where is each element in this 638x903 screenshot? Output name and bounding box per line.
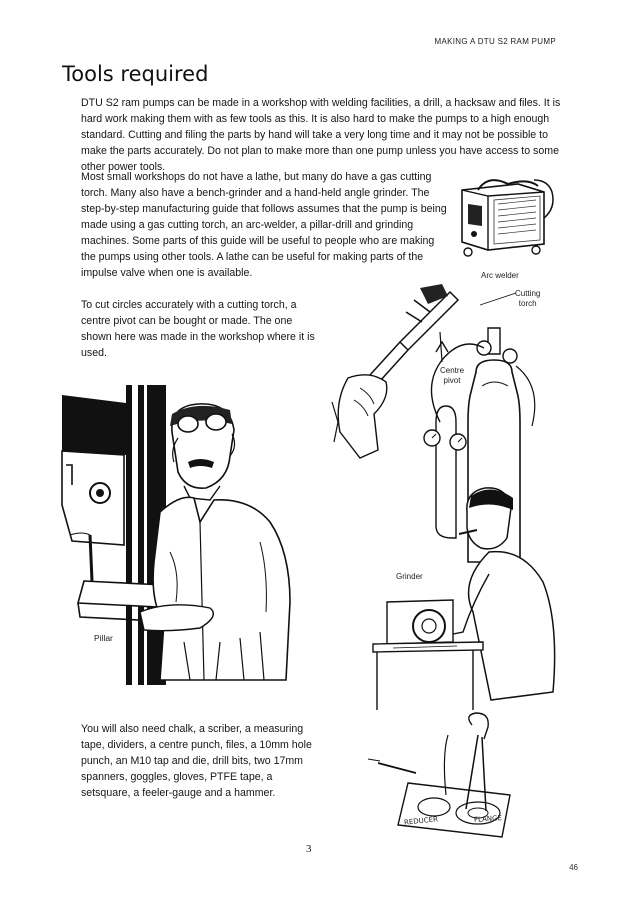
arc-welder-label: Arc welder	[481, 271, 519, 280]
page-number: 3	[306, 843, 312, 855]
cutting-torch-pointer	[478, 289, 518, 309]
paragraph-workshop-tools: Most small workshops do not have a lathe, but many do have a gas cutting torch. Many also have a bench-grinder and a hand-held angle grinder. The step-by-step manufacturing guide that follows assumes that the pump is being made using a gas cutting torch, an arc-welder, a pillar-drill and grinding machines. Some parts of this guide will be useful to people who are making the pumps using other tools. A lathe can be useful for making parts of the impulse valve when one is available.	[81, 171, 447, 279]
arc-welder-illustration	[448, 178, 558, 268]
cutting-torch-label-line2: torch	[518, 299, 537, 308]
paragraph-intro: DTU S2 ram pumps can be made in a workshop with welding facilities, a drill, a hacksaw and files. It is hard work making them with as few tools as this. It is also hard to make the pumps to a high enough standard. Cutting and filing the parts by hand will take a very long time and it may not be possible to make the parts accurately. Do not plan to make more than one pump unless you have access to some other power tools.	[81, 97, 561, 173]
pillar-drill-label: Pillar	[94, 633, 113, 643]
grinder-illustration	[373, 492, 563, 710]
grinder-label: Grinder	[396, 572, 423, 581]
cutting-torch-label-line1: Cutting	[515, 289, 541, 298]
paragraph-other-tools: You will also need chalk, a scriber, a measuring tape, dividers, a centre punch, files, a 10mm hole punch, an M10 tap and die, drill bits, two 17mm spanners, goggles, gloves, PTFE tape, a setsquare, a feeler-gauge and a hammer.	[81, 723, 312, 799]
page-title: Tools required	[62, 62, 209, 86]
dividers-marking-illustration	[368, 715, 523, 845]
centre-pivot-label-line1: Centre	[440, 366, 465, 375]
reducer-label: REDUCER	[403, 815, 439, 827]
slide-number: 46	[569, 863, 578, 872]
flange-label: FLANGE	[473, 814, 503, 824]
man-with-goggles-illustration	[140, 402, 315, 680]
paragraph-centre-pivot: To cut circles accurately with a cutting torch, a centre pivot can be bought or made. The one shown here was made in the workshop where it is used.	[81, 299, 315, 359]
cutting-torch-label	[515, 289, 540, 309]
centre-pivot-label-line2: pivot	[443, 376, 461, 385]
running-header: MAKING A DTU S2 RAM PUMP	[434, 37, 556, 46]
